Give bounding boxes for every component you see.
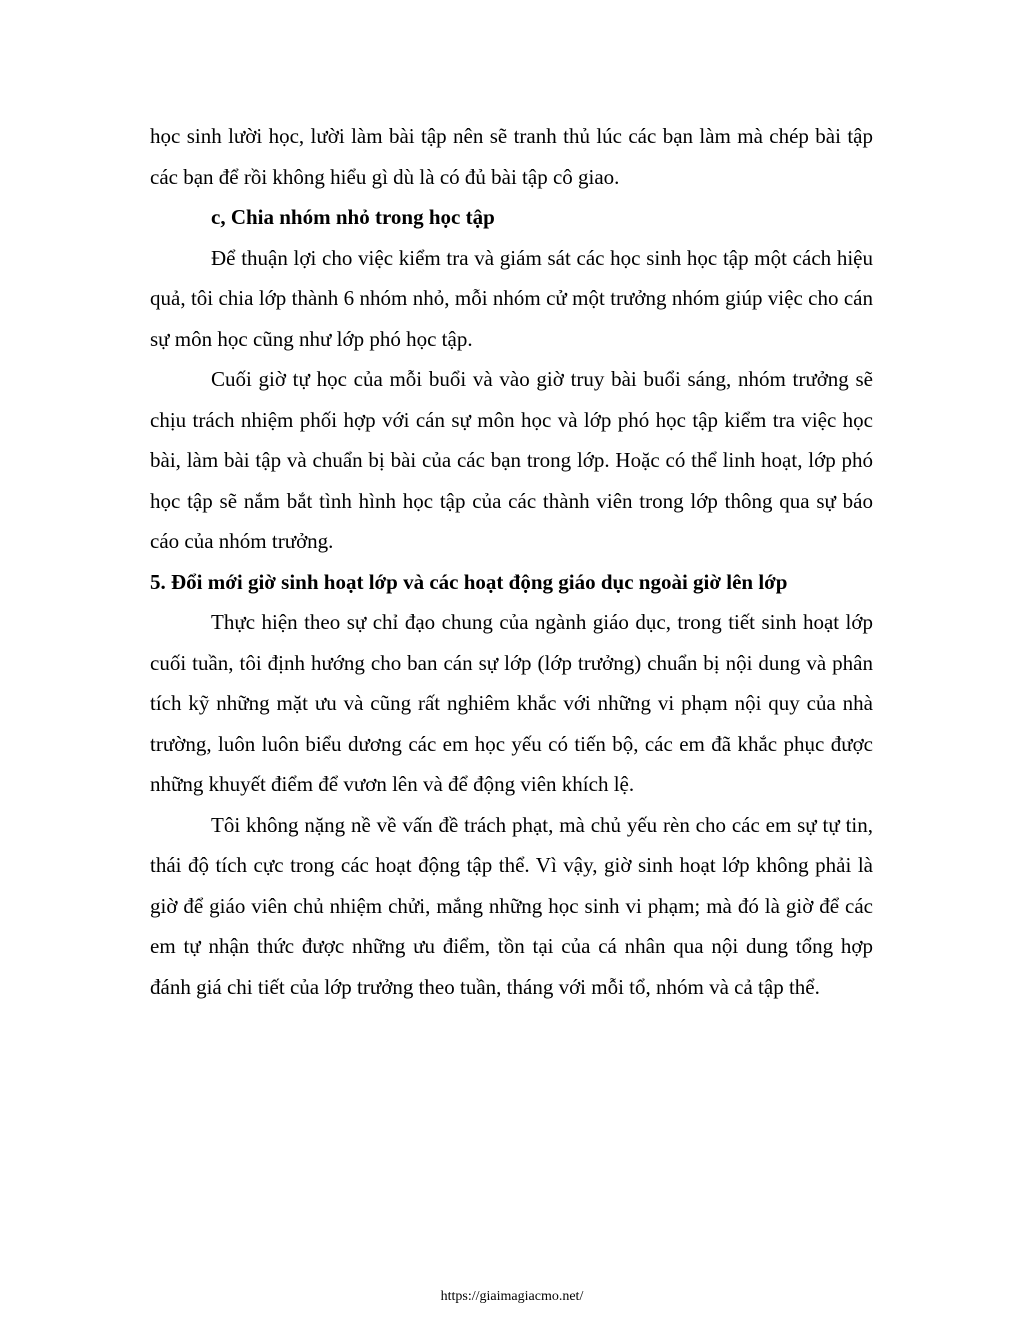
paragraph-group-leader-duties: Cuối giờ tự học của mỗi buổi và vào giờ truy bài buổi sáng, nhóm trưởng sẽ chịu trách nhiệm phối hợp với cán sự môn học và lớp phó học tập kiểm tra việc học bài, làm bài tập và chuẩn bị bài của các bạn trong lớp. Hoặc có thể linh hoạt, lớp phó học tập sẽ nắm bắt tình hình học tập của các thành viên trong lớp thông qua sự báo cáo của nhóm trưởng. — [150, 367, 873, 553]
section-heading-5: 5. Đổi mới giờ sinh hoạt lớp và các hoạt động giáo dục ngoài giờ lên lớp — [150, 569, 788, 594]
subsection-heading-c: c, Chia nhóm nhỏ trong học tập — [211, 205, 495, 229]
document-body — [150, 116, 873, 1007]
paragraph-class-meeting: Thực hiện theo sự chỉ đạo chung của ngành giáo dục, trong tiết sinh hoạt lớp cuối tuần, tôi định hướng cho ban cán sự lớp (lớp trưởng) chuẩn bị nội dung và phân tích kỹ những mặt ưu và cũng rất nghiêm khắc với những vi phạm nội quy của nhà trường, luôn luôn biểu dương các em học yếu có tiến bộ, các em đã khắc phục được những khuyết điểm để vươn lên và để động viên khích lệ. — [150, 610, 873, 796]
footer-url[interactable]: https://giaimagiacmo.net/ — [440, 1289, 584, 1304]
paragraph-continuation: học sinh lười học, lười làm bài tập nên sẽ tranh thủ lúc các bạn làm mà chép bài tập các bạn để rồi không hiểu gì dù là có đủ bài tập cô giao. — [150, 124, 873, 189]
paragraph-discipline-approach: Tôi không nặng nề về vấn đề trách phạt, mà chủ yếu rèn cho các em sự tự tin, thái độ tích cực trong các hoạt động tập thể. Vì vậy, giờ sinh hoạt lớp không phải là giờ để giáo viên chủ nhiệm chửi, mắng những học sinh vi phạm; mà đó là giờ để các em tự nhận thức được những ưu điểm, tồn tại của cá nhân qua nội dung tổng hợp đánh giá chi tiết của lớp trưởng theo tuần, tháng với mỗi tổ, nhóm và cả tập thể. — [150, 812, 873, 999]
paragraph-group-division: Để thuận lợi cho việc kiểm tra và giám sát các học sinh học tập một cách hiệu quả, tôi chia lớp thành 6 nhóm nhỏ, mỗi nhóm cử một trưởng nhóm giúp việc cho cán sự môn học cũng như lớp phó học tập. — [150, 245, 873, 351]
